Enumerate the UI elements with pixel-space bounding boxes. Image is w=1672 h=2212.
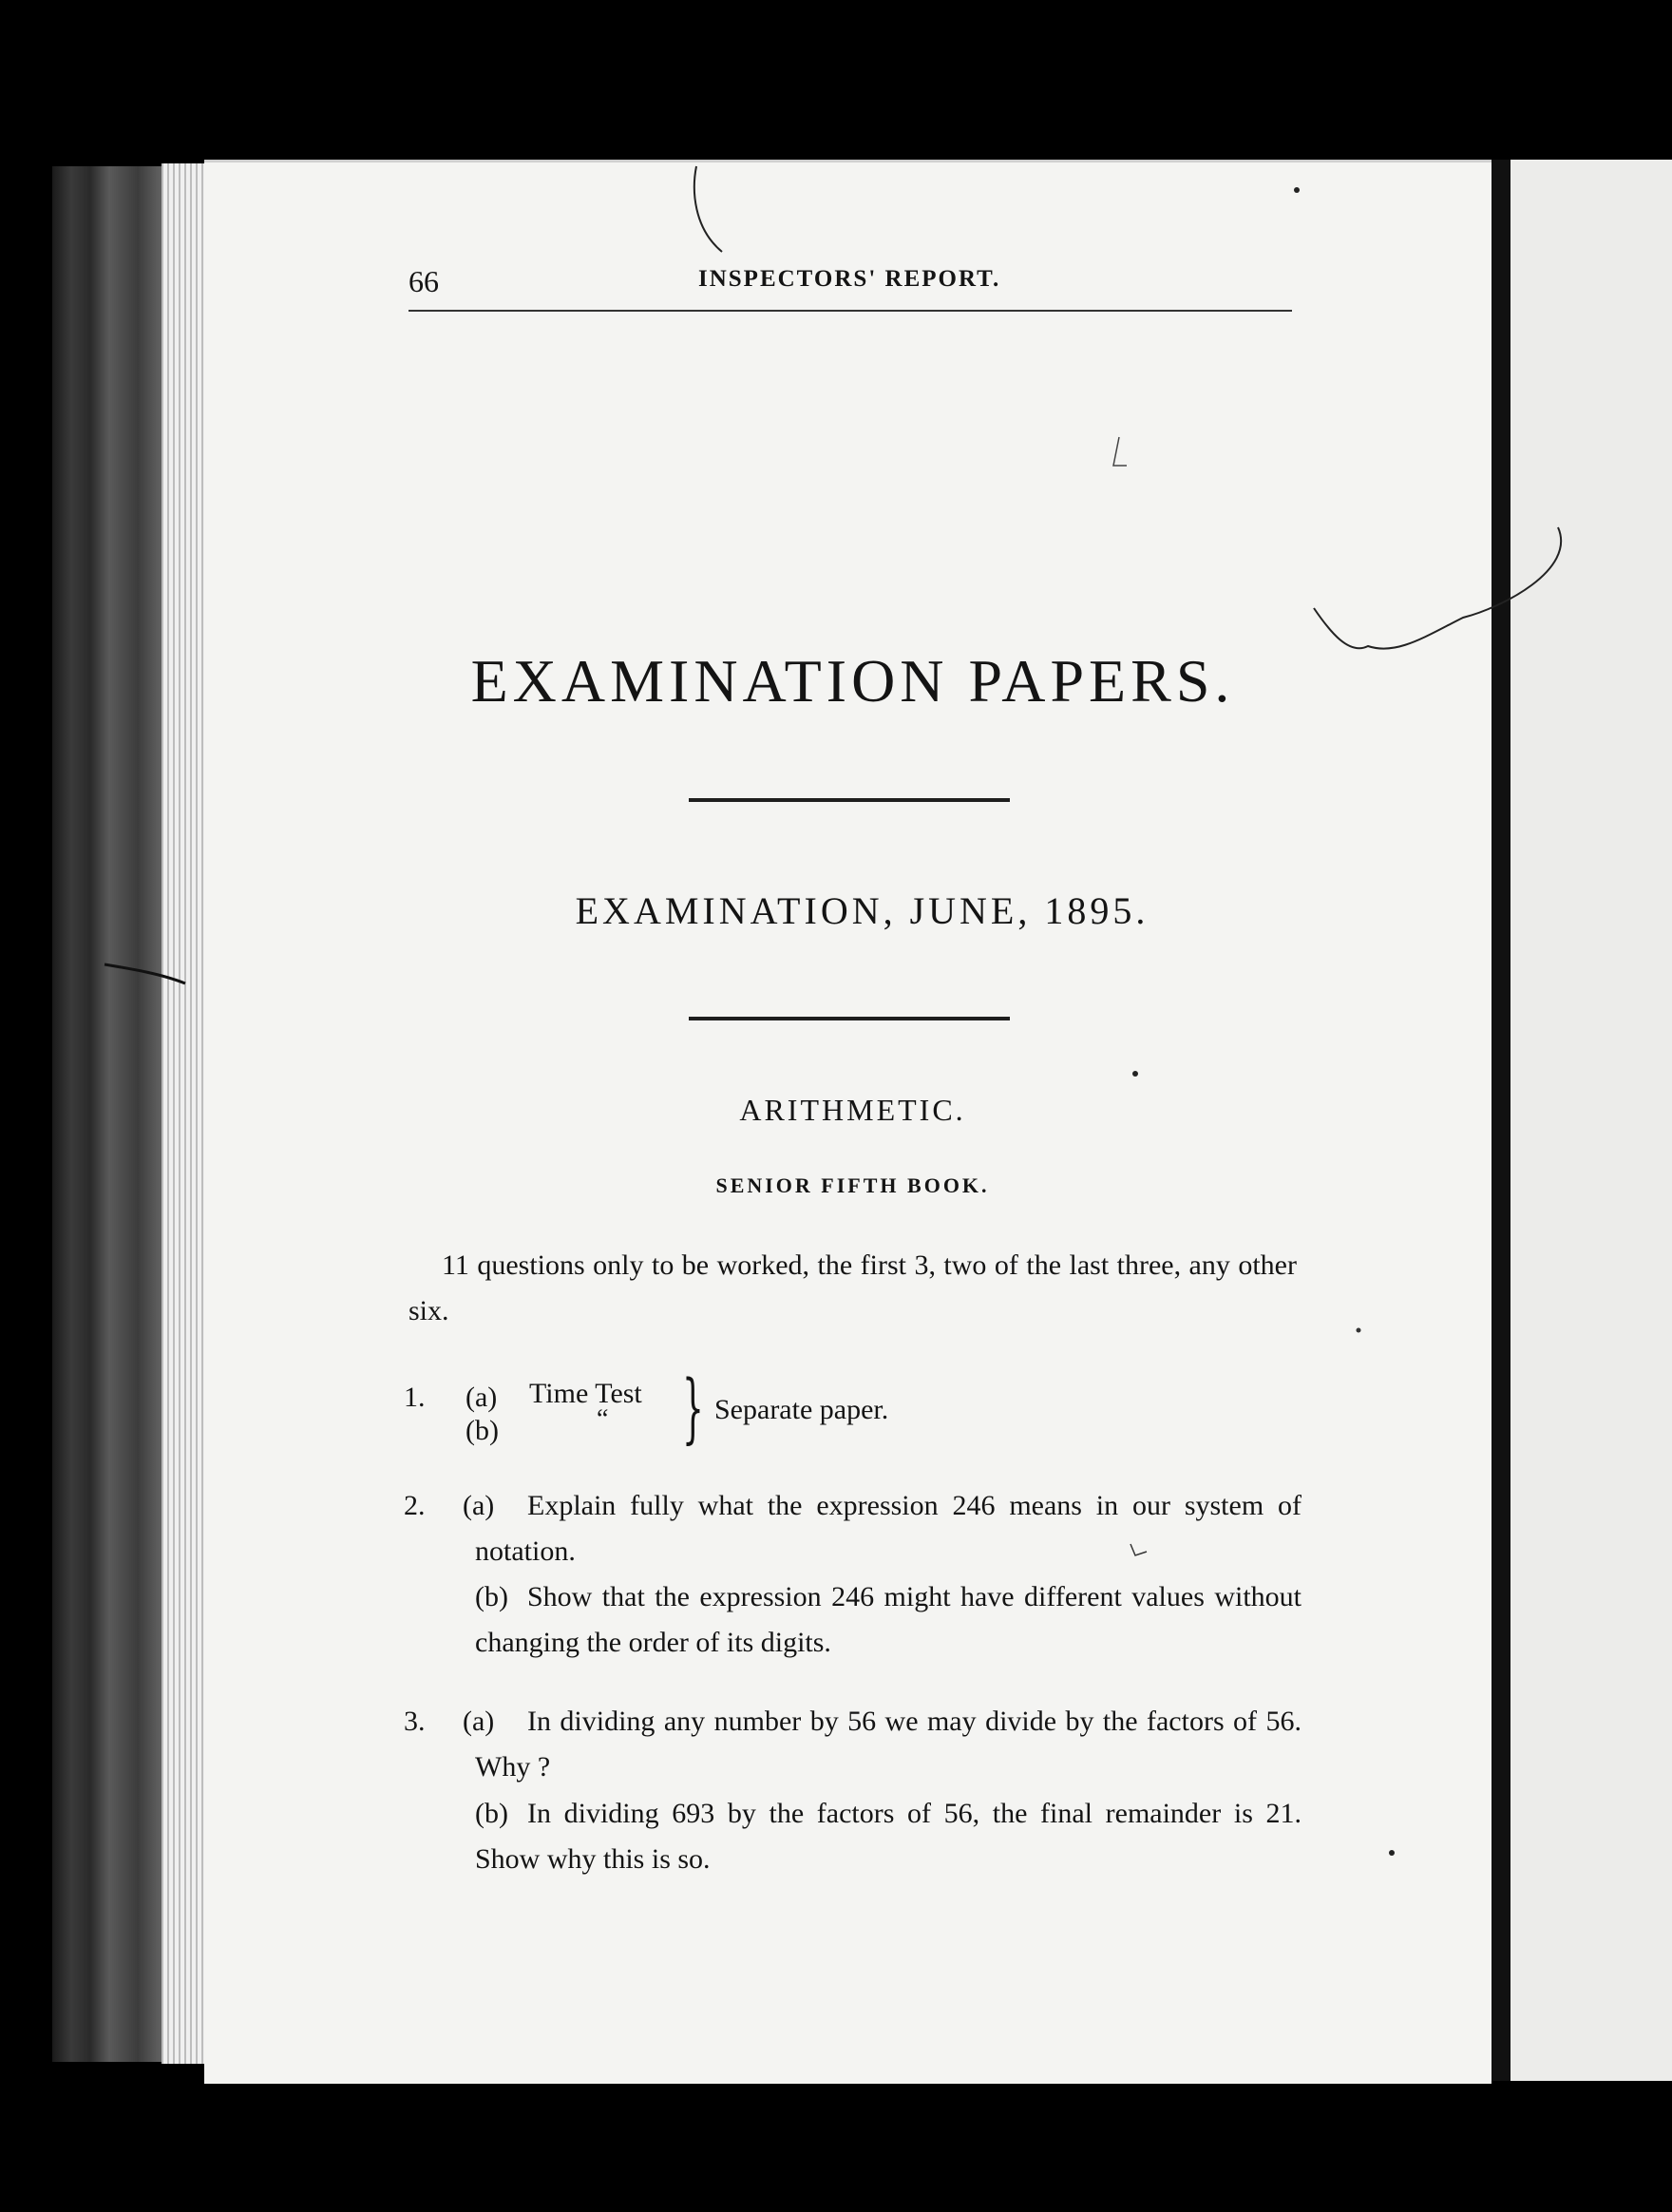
part-label: (a) bbox=[463, 1490, 495, 1521]
ditto-mark: “ bbox=[597, 1404, 609, 1434]
question-note: Separate paper. bbox=[714, 1394, 889, 1425]
page-number: 66 bbox=[408, 264, 439, 298]
brace-symbol: } bbox=[682, 1363, 704, 1452]
part-label: (b) bbox=[475, 1581, 508, 1612]
part-label: (a) bbox=[466, 1382, 498, 1413]
part-label: (b) bbox=[466, 1415, 499, 1446]
part-text: In dividing any number by 56 we may divide by the factors of 56. Why ? bbox=[475, 1706, 1302, 1783]
level-heading: SENIOR FIFTH BOOK. bbox=[715, 1173, 990, 1197]
page-title: EXAMINATION PAPERS. bbox=[470, 647, 1235, 715]
question-number: 1. bbox=[404, 1382, 426, 1413]
question-number: 3. bbox=[404, 1706, 426, 1737]
question-number: 2. bbox=[404, 1490, 426, 1521]
examination-date-title: EXAMINATION, JUNE, 1895. bbox=[575, 889, 1150, 932]
part-label: (a) bbox=[463, 1706, 495, 1737]
instructions: 11 questions only to be worked, the first 3, two of the last three, any other six. bbox=[408, 1249, 1297, 1326]
subject-heading: ARITHMETIC. bbox=[739, 1093, 966, 1127]
running-title: INSPECTORS' REPORT. bbox=[698, 266, 1001, 292]
part-label: (b) bbox=[475, 1798, 508, 1829]
part-text: In dividing 693 by the factors of 56, the final remainder is 21. Show why this is so. bbox=[475, 1798, 1302, 1875]
part-text: Time Test bbox=[529, 1378, 642, 1409]
part-text: Show that the expression 246 might have different values without changing the order of its digits. bbox=[475, 1581, 1302, 1658]
part-text: Explain fully what the expression 246 means in our system of notation. bbox=[475, 1490, 1302, 1567]
